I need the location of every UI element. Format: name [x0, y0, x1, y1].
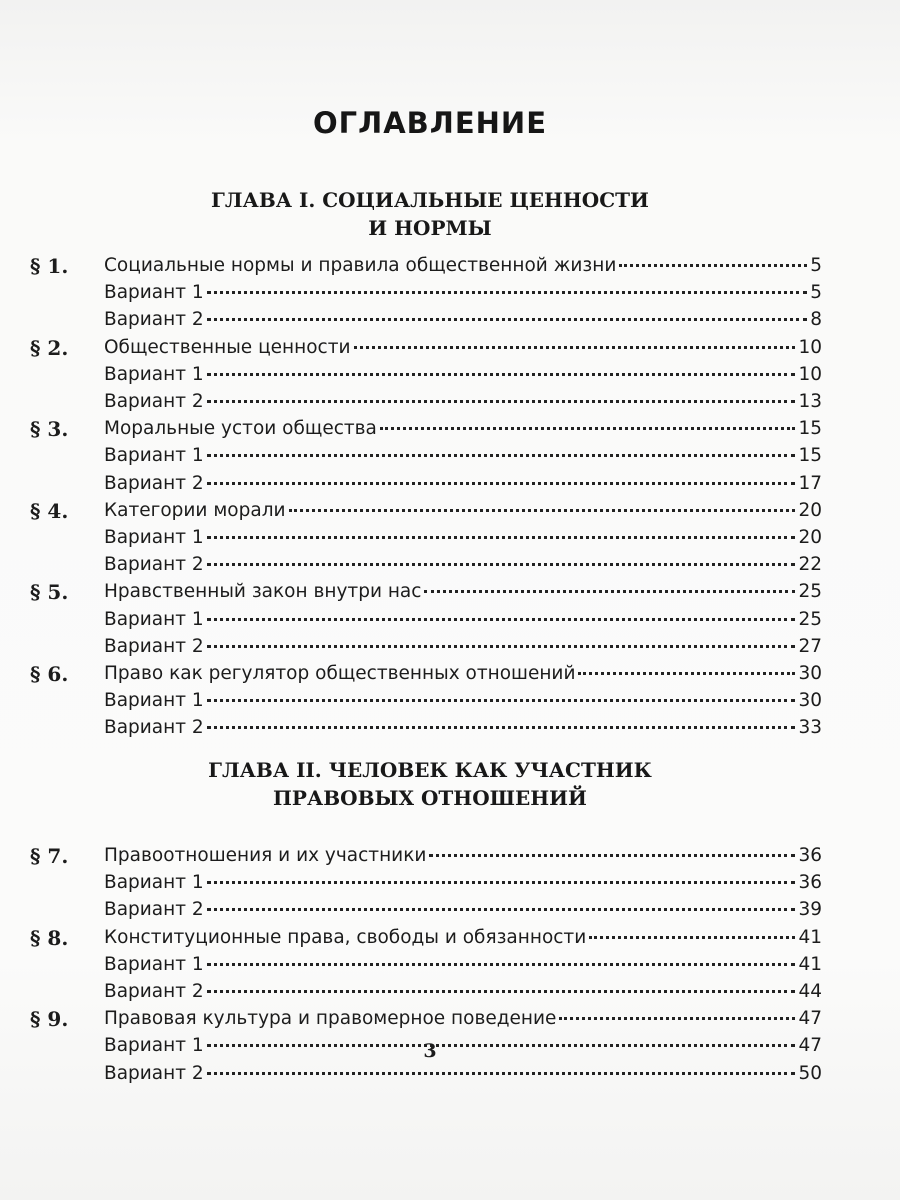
section-title: Категории морали: [104, 499, 286, 521]
page-ref: 25: [798, 581, 822, 603]
toc-entry: [104, 843, 822, 869]
variant-label: Вариант 1: [104, 445, 204, 467]
toc-section-row: [0, 416, 830, 442]
toc-variant-row: [0, 688, 830, 714]
dot-leader: [429, 853, 795, 857]
dot-leader: [424, 589, 795, 593]
toc-variant-row: [0, 634, 830, 660]
dot-leader: [207, 317, 808, 321]
section-title: Нравственный закон внутри нас: [104, 581, 422, 603]
dot-leader: [207, 989, 796, 993]
section-title: Моральные устои общества: [104, 418, 377, 440]
toc-section-row: [0, 661, 830, 687]
toc-section-row: [0, 253, 830, 279]
toc-entry: [104, 335, 822, 361]
page-title: ОГЛАВЛЕНИЕ: [312, 106, 547, 140]
variant-label: Вариант 2: [104, 981, 204, 1002]
dot-leader: [207, 535, 796, 539]
page-ref: 41: [798, 953, 822, 975]
variant-label: Вариант 1: [104, 363, 204, 385]
toc-entry: [104, 525, 822, 551]
toc-variant-row: [0, 897, 830, 923]
section-number: § 9.: [30, 1007, 69, 1032]
variant-label: Вариант 2: [104, 309, 204, 331]
toc-section-row: [0, 1006, 830, 1032]
variant-label: Вариант 1: [104, 1035, 204, 1057]
toc-entry: [104, 362, 822, 388]
dot-leader: [207, 907, 796, 911]
variant-label: Вариант 2: [104, 554, 204, 576]
chapter-heading-line: ГЛАВА II. ЧЕЛОВЕК КАК УЧАСТНИК: [208, 758, 652, 782]
page-ref: 20: [798, 499, 822, 521]
toc-entry: [104, 925, 822, 951]
page-ref: 36: [798, 872, 822, 894]
dot-leader: [207, 698, 796, 702]
dot-leader: [289, 508, 796, 512]
variant-label: Вариант 2: [104, 1062, 204, 1084]
dot-leader: [207, 372, 796, 376]
page-ref: 15: [798, 445, 822, 467]
toc-entry: [104, 253, 822, 279]
toc-entry: [104, 307, 822, 333]
variant-label: Вариант 1: [104, 527, 204, 548]
section-number: § 3.: [30, 417, 69, 442]
toc-variant-row: [0, 607, 830, 633]
toc-variant-row: [0, 979, 830, 1005]
dot-leader: [559, 1016, 795, 1020]
variant-label: Вариант 2: [104, 391, 204, 412]
dot-leader: [380, 426, 796, 430]
dot-leader: [207, 453, 796, 457]
section-number: § 8.: [30, 925, 69, 950]
toc-entry: [104, 416, 822, 442]
toc-variant-row: [0, 1061, 830, 1087]
toc-entry: [104, 634, 822, 660]
dot-leader: [207, 1071, 796, 1075]
variant-label: Вариант 1: [104, 690, 204, 712]
toc-entry: [104, 498, 822, 524]
page-ref: 10: [798, 363, 822, 385]
page-ref: 30: [798, 663, 822, 684]
section-number: § 6.: [30, 662, 69, 686]
section-number: § 7.: [30, 844, 69, 868]
dot-leader: [619, 263, 807, 267]
chapter-heading-line: И НОРМЫ: [368, 216, 492, 240]
toc-entry: [104, 661, 822, 687]
section-number: § 4.: [30, 498, 69, 523]
section-number: § 1.: [30, 254, 69, 278]
dot-leader: [207, 617, 796, 621]
toc-entry: [104, 443, 822, 469]
toc-variant-row: [0, 552, 830, 578]
section-title: Конституционные права, свободы и обязанности: [104, 926, 587, 948]
page-ref: 30: [798, 690, 822, 712]
page-ref: 39: [798, 899, 822, 921]
dot-leader: [207, 962, 796, 966]
toc-variant-row: [0, 307, 830, 333]
page-ref: 8: [810, 309, 822, 331]
chapter-2-heading: [0, 756, 860, 812]
page-ref: 27: [798, 635, 822, 657]
dot-leader: [578, 671, 795, 675]
page-ref: 36: [798, 845, 822, 866]
toc-entry: [104, 870, 822, 896]
section-number: § 5.: [30, 580, 69, 605]
toc-variant-row: [0, 443, 830, 469]
page-ref: 50: [798, 1062, 822, 1084]
dot-leader: [207, 644, 796, 648]
variant-label: Вариант 2: [104, 472, 204, 494]
toc-entry: [104, 688, 822, 714]
page-ref: 44: [798, 981, 822, 1002]
variant-label: Вариант 1: [104, 953, 204, 975]
toc-entry: [104, 579, 822, 605]
dot-leader: [207, 725, 796, 729]
toc-variant-row: [0, 389, 830, 415]
toc-entry: [104, 280, 822, 306]
dot-leader: [207, 562, 796, 566]
toc-entry: [104, 1006, 822, 1032]
page-ref: 22: [798, 554, 822, 576]
toc-section-row: [0, 579, 830, 605]
toc-entry: [104, 715, 822, 741]
dot-leader: [207, 399, 796, 403]
page-ref: 10: [798, 336, 822, 358]
chapter-heading-line: ПРАВОВЫХ ОТНОШЕНИЙ: [273, 786, 587, 810]
variant-label: Вариант 2: [104, 635, 204, 657]
dot-leader: [207, 880, 796, 884]
page-number: 3: [423, 1040, 437, 1062]
page-ref: 20: [798, 527, 822, 548]
page-ref: 41: [798, 926, 822, 948]
section-title: Право как регулятор общественных отношений: [104, 663, 576, 684]
page-ref: 33: [798, 717, 822, 739]
toc-section-row: [0, 498, 830, 524]
toc-variant-row: [0, 280, 830, 306]
toc-entry: [104, 607, 822, 633]
toc-variant-row: [0, 525, 830, 551]
page-ref: 25: [798, 608, 822, 630]
section-title: Правовая культура и правомерное поведение: [104, 1008, 557, 1030]
section-title: Правоотношения и их участники: [104, 845, 427, 866]
toc-variant-row: [0, 362, 830, 388]
toc-entry: [104, 1061, 822, 1087]
dot-leader: [354, 345, 796, 349]
page-ref: 5: [810, 255, 822, 276]
section-title: Общественные ценности: [104, 336, 351, 358]
toc-entry: [104, 979, 822, 1005]
toc-variant-row: [0, 471, 830, 497]
page-ref: 17: [798, 472, 822, 494]
variant-label: Вариант 2: [104, 899, 204, 921]
toc-section-row: [0, 335, 830, 361]
toc-entry: [104, 897, 822, 923]
page-ref: 47: [798, 1008, 822, 1030]
variant-label: Вариант 2: [104, 717, 204, 739]
toc-entry: [104, 389, 822, 415]
section-title: Социальные нормы и правила общественной жизни: [104, 255, 617, 276]
section-number: § 2.: [30, 335, 69, 360]
dot-leader: [207, 290, 808, 294]
dot-leader: [207, 481, 796, 485]
variant-label: Вариант 1: [104, 608, 204, 630]
chapter-heading-line: ГЛАВА I. СОЦИАЛЬНЫЕ ЦЕННОСТИ: [211, 188, 649, 212]
toc-entry: [104, 952, 822, 978]
toc-section-row: [0, 925, 830, 951]
toc-section-row: [0, 843, 830, 869]
page-ref: 13: [798, 391, 822, 412]
toc-entry: [104, 471, 822, 497]
variant-label: Вариант 1: [104, 872, 204, 894]
toc-variant-row: [0, 870, 830, 896]
toc-entry: [104, 552, 822, 578]
toc-variant-row: [0, 952, 830, 978]
dot-leader: [589, 935, 795, 939]
variant-label: Вариант 1: [104, 282, 204, 304]
chapter-1-heading: [0, 186, 860, 242]
page-ref: 15: [798, 418, 822, 440]
page-ref: 5: [810, 282, 822, 304]
toc-variant-row: [0, 715, 830, 741]
page-ref: 47: [798, 1035, 822, 1057]
